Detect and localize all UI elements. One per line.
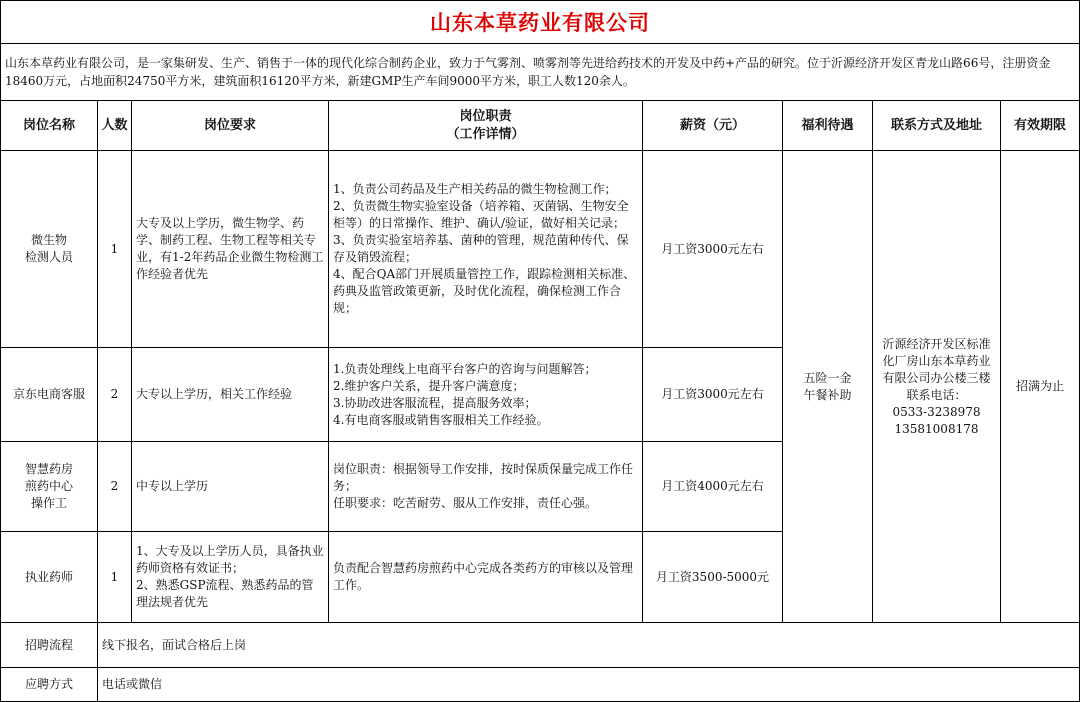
- job-name: [1, 348, 98, 442]
- header-duties: [329, 101, 643, 151]
- requirement-line: 2、熟悉GSP流程、熟悉药品的管理法规者优先: [136, 578, 314, 609]
- job-requirements: 大专及以上学历，微生物学、药学、制药工程、生物工程等相关专业，有1-2年药品企业微生物检测工作经验者优先: [132, 151, 329, 348]
- job-count: 2: [98, 348, 132, 442]
- validity-cell: 招满为止: [1001, 151, 1080, 623]
- job-requirements: 大专以上学历，相关工作经验: [132, 348, 329, 442]
- header-requirements: 岗位要求: [132, 101, 329, 151]
- job-name-line: 执业药师: [24, 569, 73, 584]
- contact-phone-label: 联系电话：: [906, 387, 967, 402]
- company-intro: 山东本草药业有限公司，是一家集研发、生产、销售于一体的现代化综合制药企业，致力于气雾剂、喷雾剂等先进给药技术的开发及中药+产品的研究。位于沂源经济开发区青龙山路66号，注册资金18460万元，占地面积24750平方米，建筑面积16120平方米，新建GMP生产车间9000平方米，职工人数120余人。: [1, 44, 1080, 101]
- apply-label: 应聘方式: [1, 668, 98, 702]
- duty-line: 1、负责公司药品及生产相关药品的微生物检测工作；: [333, 182, 617, 196]
- page-title: 山东本草药业有限公司: [1, 1, 1080, 44]
- job-count: 1: [98, 151, 132, 348]
- job-name-line: 操作工: [30, 496, 67, 510]
- job-name-line: 智慧药房: [24, 462, 73, 476]
- duty-line: 任职要求：吃苦耐劳、服从工作安排，责任心强。: [333, 496, 598, 510]
- contact-address: 沂源经济开发区标准化厂房山东本草药业有限公司办公楼三楼: [882, 336, 991, 385]
- benefits-line: 五险一金: [803, 370, 852, 385]
- duty-line: 2.维护客户关系，提升客户满意度；: [333, 378, 525, 393]
- job-name: [1, 442, 98, 532]
- duty-line: 负责配合智慧药房煎药中心完成各类药方的审核以及管理工作。: [333, 561, 634, 592]
- benefits-cell: [783, 151, 873, 623]
- benefits-line: 午餐补助: [803, 387, 852, 402]
- duty-line: 3、负责实验室培养基、菌种的管理，规范菌种传代、保存及销毁流程；: [333, 233, 629, 264]
- apply-row: [1, 668, 1080, 702]
- job-name-line: 检测人员: [24, 250, 73, 264]
- apply-value: 电话或微信: [98, 668, 1080, 702]
- header-benefits: 福利待遇: [783, 101, 873, 151]
- contact-phone: 0533-3238978: [892, 404, 981, 419]
- header-duties-line2: （工作详情）: [446, 126, 525, 142]
- table-row: [1, 151, 1080, 348]
- duty-line: 3.协助改进客服流程，提高服务效率；: [333, 395, 537, 410]
- header-salary: 薪资（元）: [643, 101, 783, 151]
- job-count: 2: [98, 442, 132, 532]
- job-duties: [329, 442, 643, 532]
- header-count: 人数: [98, 101, 132, 151]
- duty-line: 4.有电商客服或销售客服相关工作经验。: [333, 412, 549, 427]
- job-salary: 月工资3500-5000元: [643, 532, 783, 623]
- job-name-line: 煎药中心: [24, 479, 73, 493]
- job-name: [1, 532, 98, 623]
- duty-line: 2、负责微生物实验室设备（培养箱、灭菌锅、生物安全柜等）的日常操作、维护、确认/验证，做好相关记录；: [333, 199, 629, 230]
- job-duties: [329, 151, 643, 348]
- job-requirements: 中专以上学历: [132, 442, 329, 532]
- job-requirements: [132, 532, 329, 623]
- contact-mobile: 13581008178: [894, 421, 979, 436]
- duty-line: 岗位职责：根据领导工作安排，按时保质保量完成工作任务；: [333, 462, 634, 493]
- job-duties: [329, 532, 643, 623]
- requirement-line: 1、大专及以上学历人员，具备执业药师资格有效证书；: [136, 544, 324, 575]
- job-salary: 月工资4000元左右: [643, 442, 783, 532]
- job-count: 1: [98, 532, 132, 623]
- job-salary: 月工资3000元左右: [643, 151, 783, 348]
- header-duties-line1: 岗位职责: [459, 108, 512, 124]
- duty-line: 1.负责处理线上电商平台客户的咨询与问题解答；: [333, 361, 597, 376]
- contact-cell: [873, 151, 1001, 623]
- process-row: [1, 623, 1080, 668]
- job-name: [1, 151, 98, 348]
- process-value: 线下报名，面试合格后上岗: [98, 623, 1080, 668]
- duty-line: 4、配合QA部门开展质量管控工作，跟踪检测相关标准、药典及监管政策更新，及时优化流程，确保检测工作合规；: [333, 267, 636, 315]
- header-validity: 有效期限: [1001, 101, 1080, 151]
- job-duties: [329, 348, 643, 442]
- process-label: 招聘流程: [1, 623, 98, 668]
- job-name-line: 微生物: [30, 233, 67, 247]
- header-contact: 联系方式及地址: [873, 101, 1001, 151]
- job-salary: 月工资3000元左右: [643, 348, 783, 442]
- header-position: 岗位名称: [1, 101, 98, 151]
- header-row: [1, 101, 1080, 151]
- job-name-line: 京东电商客服: [12, 387, 85, 401]
